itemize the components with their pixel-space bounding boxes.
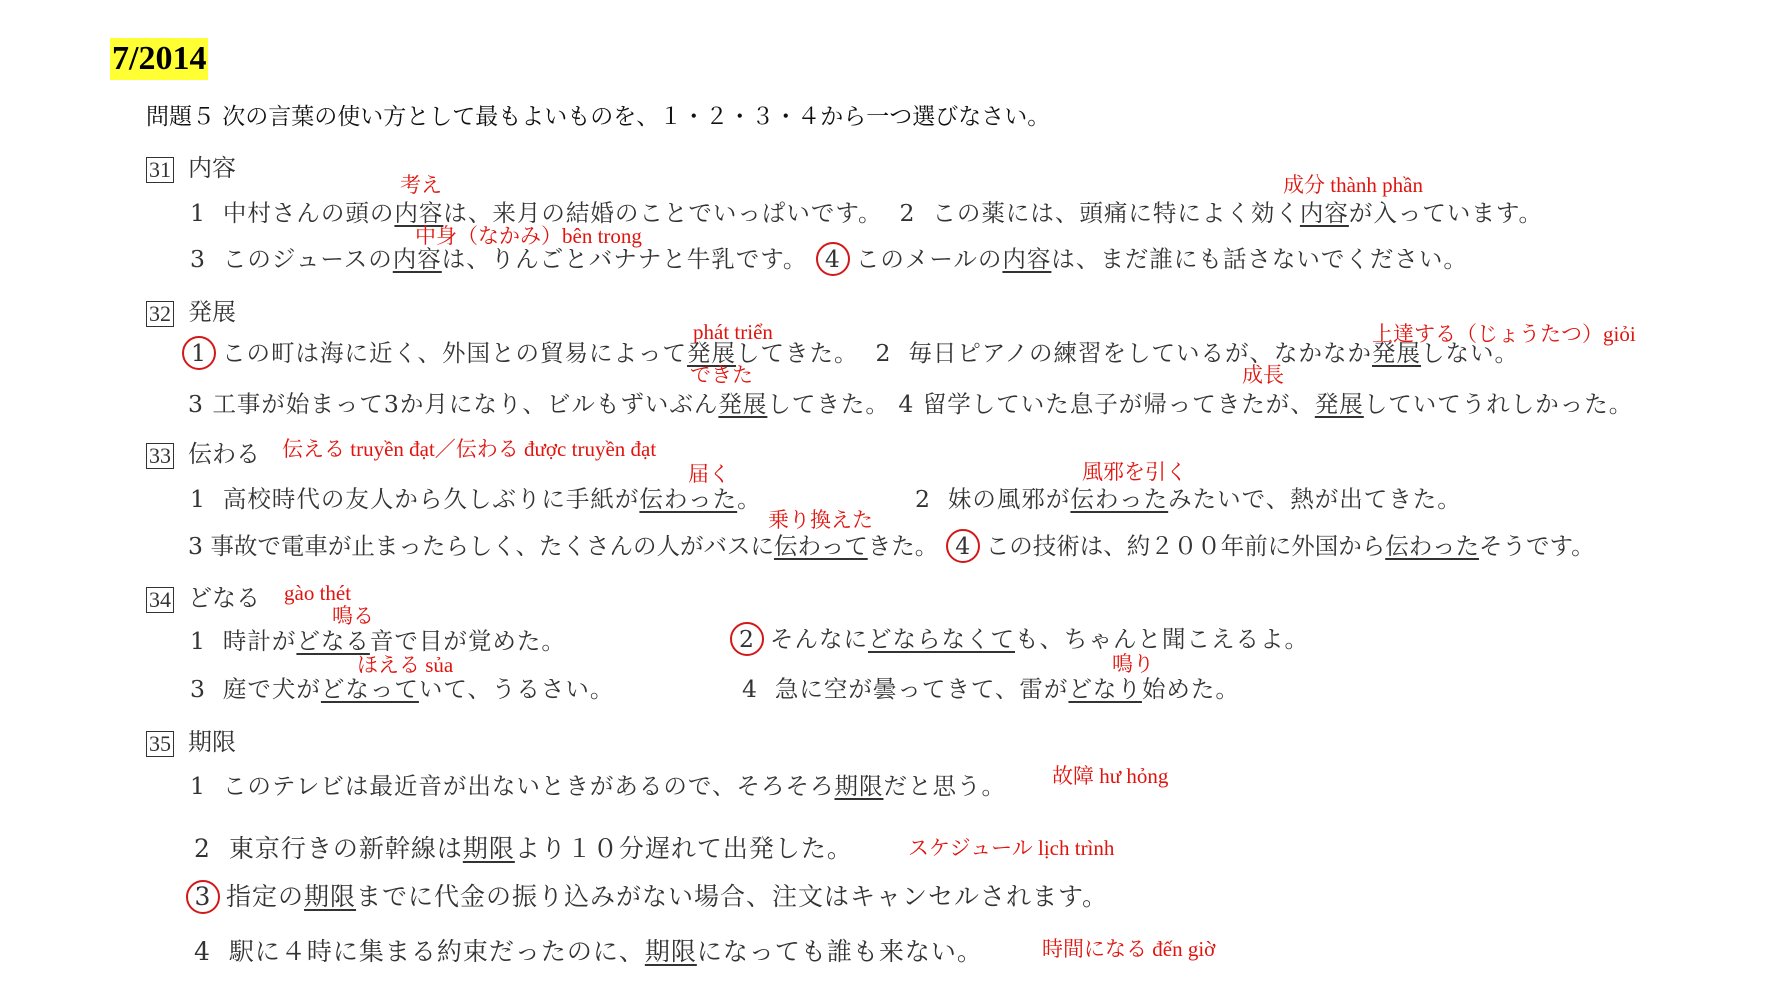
question-word: 発展	[188, 298, 236, 326]
option-text: 毎日ピアノの練習をしているが、なかなか	[908, 339, 1373, 367]
annotation: できた	[690, 363, 753, 387]
option-row	[190, 670, 614, 704]
correct-answer-circle: 2	[730, 622, 764, 656]
question-heading	[146, 148, 236, 183]
option-text: このテレビは最近音が出ないときがあるので、そろそろ	[222, 772, 835, 800]
question-word: どなる	[188, 584, 260, 612]
option-text: 音で目が覚めた。	[369, 627, 566, 655]
option-text: そうです。	[1478, 532, 1595, 560]
target-word: 伝わって	[773, 532, 868, 560]
option-text: 中村さんの頭の	[222, 199, 395, 227]
target-word: 期限	[304, 882, 357, 911]
question-heading	[146, 722, 236, 757]
option-text: は、りんごとバナナと牛乳です。	[441, 245, 808, 273]
question-word: 伝わる	[188, 440, 260, 468]
question-heading	[146, 578, 260, 613]
option-row	[190, 622, 566, 656]
target-word: 内容	[1299, 199, 1349, 227]
option-row	[188, 385, 1633, 419]
option-text: みたいで、熱が出てきた。	[1168, 485, 1462, 513]
target-word: 期限	[644, 937, 697, 966]
question-number: 35	[146, 731, 174, 757]
option-row	[742, 670, 1240, 704]
option-text: いて、うるさい。	[418, 675, 615, 703]
question-number: 33	[146, 443, 174, 469]
option-number: 3	[190, 245, 206, 273]
target-word: どなって	[320, 675, 419, 703]
target-word: どならなくて	[868, 625, 1015, 653]
option-text: より１０分遅れて出発した。	[514, 834, 853, 863]
annotation: ほえる sủa	[357, 653, 454, 677]
target-word: 期限	[462, 834, 515, 863]
option-row	[190, 767, 1006, 801]
option-text: が入っています。	[1348, 199, 1544, 227]
option-text: そんなに	[770, 625, 868, 653]
question-word: 期限	[188, 728, 236, 756]
annotation: 考え	[400, 173, 442, 197]
option-text: は、まだ誰にも話さないでください。	[1051, 245, 1468, 273]
annotation: 上達する（じょうたつ）giỏi	[1372, 322, 1636, 346]
target-word: 内容	[392, 245, 442, 273]
option-text: 庭で犬が	[222, 675, 321, 703]
option-number: 2	[899, 199, 916, 227]
option-number: 2	[875, 339, 892, 367]
target-word: 伝わった	[1070, 485, 1169, 513]
correct-answer-circle: 1	[182, 336, 216, 370]
option-text: してきた。	[736, 339, 859, 367]
target-word: 伝わった	[639, 485, 738, 513]
target-word: 内容	[1002, 245, 1052, 273]
option-number: 1	[190, 772, 206, 800]
option-row	[194, 932, 983, 968]
correct-answer-circle: 4	[816, 242, 850, 276]
option-text: 留学していた息子が帰ってきたが、	[922, 390, 1315, 418]
annotation: 風邪を引く	[1082, 460, 1187, 484]
annotation: スケジュール lịch trình	[908, 836, 1115, 860]
option-number: 1	[190, 485, 206, 513]
option-text: していてうれしかった。	[1363, 390, 1634, 418]
correct-answer-circle: 4	[946, 529, 980, 563]
option-text: 。	[737, 485, 762, 513]
option-row	[190, 480, 762, 514]
page-date: 7/2014	[110, 38, 208, 80]
option-text: 事故で電車が止まったらしく、たくさんの人がバスに	[210, 532, 774, 560]
option-text: このメールの	[855, 245, 1003, 273]
option-number: 4	[898, 390, 915, 418]
target-word: 内容	[394, 199, 444, 227]
option-row	[915, 480, 1462, 514]
option-number: 1	[190, 627, 206, 655]
target-word: どなり	[1068, 675, 1142, 703]
option-number: 3	[190, 675, 206, 703]
option-row	[194, 829, 853, 865]
option-number: 4	[194, 937, 211, 966]
option-text: この町は海に近く、外国との貿易によって	[222, 339, 688, 367]
option-text: このジュースの	[222, 245, 393, 273]
question-number: 32	[146, 301, 174, 327]
option-text: 高校時代の友人から久しぶりに手紙が	[222, 485, 640, 513]
option-text: この技術は、約２００年前に外国から	[985, 532, 1386, 560]
annotation: 乗り換えた	[768, 508, 873, 532]
option-row	[182, 334, 1519, 370]
option-text: 妹の風邪が	[947, 485, 1071, 513]
option-number: 1	[190, 199, 206, 227]
annotation: 成分 thành phần	[1283, 173, 1423, 197]
question-heading	[146, 434, 260, 469]
option-text: は、来月の結婚のことでいっぱいです。	[443, 199, 883, 227]
option-number: 2	[915, 485, 931, 513]
annotation: phát triển	[693, 320, 773, 344]
question-word: 内容	[188, 154, 236, 182]
option-number: 2	[194, 834, 211, 863]
question-number: 31	[146, 157, 174, 183]
option-number: 3	[188, 390, 204, 418]
question-number: 34	[146, 587, 174, 613]
annotation: gào thét	[284, 581, 352, 605]
target-word: 伝わった	[1385, 532, 1479, 560]
option-text: 東京行きの新幹線は	[228, 834, 463, 863]
target-word: 期限	[834, 772, 884, 800]
annotation: 中身（なかみ）bên trong	[415, 224, 642, 248]
option-number: 3	[188, 532, 203, 560]
correct-answer-circle: 3	[186, 880, 220, 914]
annotation: 時間になる đến giờ	[1042, 937, 1216, 961]
annotation: 届く	[688, 462, 730, 486]
annotation: 鳴る	[332, 604, 374, 628]
option-row	[730, 620, 1309, 656]
annotation: 故障 hư hỏng	[1052, 764, 1169, 788]
option-text: 指定の	[226, 882, 305, 911]
option-row	[186, 877, 1108, 914]
option-text: きた。	[867, 532, 939, 560]
question-heading	[146, 292, 236, 327]
target-word: どなる	[296, 627, 370, 655]
option-text: だと思う。	[883, 772, 1006, 800]
target-word: 発展	[1372, 339, 1422, 367]
target-word: 発展	[687, 339, 737, 367]
target-word: 発展	[1314, 390, 1364, 418]
option-row	[188, 527, 1595, 563]
option-text: しない。	[1421, 339, 1520, 367]
option-number: 4	[742, 675, 758, 703]
option-text: 時計が	[222, 627, 297, 655]
annotation: 伝える truyền đạt／伝わる được truyền đạt	[282, 437, 657, 461]
option-text: 急に空が曇ってきて、雷が	[774, 675, 1069, 703]
option-text: も、ちゃんと聞こえるよ。	[1015, 625, 1309, 653]
option-text: 工事が始まって3か月になり、ビルもずいぶん	[212, 390, 719, 418]
option-row	[190, 194, 1543, 228]
option-text: この薬には、頭痛に特によく効く	[932, 199, 1300, 227]
target-word: 発展	[718, 390, 768, 418]
option-row	[190, 240, 1468, 276]
annotation: 鳴り	[1112, 652, 1154, 676]
instruction-text: 問題５ 次の言葉の使い方として最もよいものを、１・２・３・４から一つ選びなさい。	[146, 104, 1051, 130]
annotation: 成長	[1242, 363, 1284, 387]
option-text: までに代金の振り込みがない場合、注文はキャンセルされます。	[356, 882, 1109, 911]
option-text: になっても誰も来ない。	[696, 937, 983, 966]
option-text: してきた。	[767, 390, 890, 418]
option-text: 始めた。	[1141, 675, 1240, 703]
option-text: 駅に４時に集まる約束だったのに、	[228, 937, 645, 966]
